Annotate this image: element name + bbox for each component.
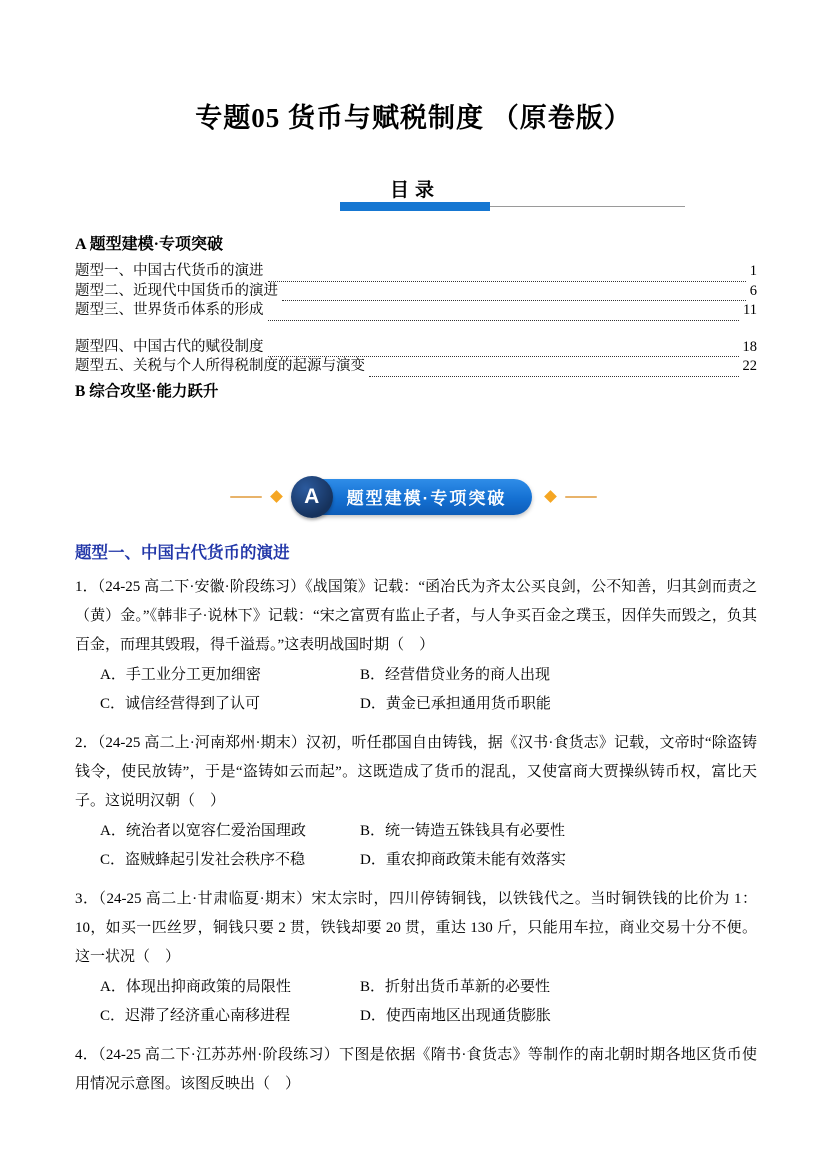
section-banner bbox=[0, 479, 827, 515]
topic-heading: 题型一、中国古代货币的演进 bbox=[75, 542, 290, 562]
question-4 bbox=[75, 1041, 757, 1099]
question-stem: 4．（24-25 高二下·江苏苏州·阶段练习）下图是依据《隋书·食货志》等制作的南北朝时期各地区货币使用情况示意图。该图反映出（ ） bbox=[75, 1046, 757, 1092]
question-1 bbox=[75, 573, 757, 719]
toc-entry-label: 题型四、中国古代的赋役制度 bbox=[75, 338, 264, 355]
toc-entry bbox=[75, 338, 757, 358]
toc-entry-page-number: 1 bbox=[749, 263, 757, 279]
toc-entry-label: 题型二、近现代中国货币的演进 bbox=[75, 282, 278, 299]
toc-entry-label: 题型五、关税与个人所得税制度的起源与演变 bbox=[75, 358, 365, 374]
badge-label: 题型建模·专项突破 bbox=[346, 489, 507, 508]
toc-list bbox=[75, 262, 757, 377]
toc-leader-dots bbox=[282, 286, 746, 301]
option-d: D．黄金已承担通用货币职能 bbox=[360, 695, 551, 712]
question-2 bbox=[75, 729, 757, 875]
question-stem: 1．（24-25 高二下·安徽·阶段练习）《战国策》记载：“函冶氏为齐太公买良剑，公不知善，归其剑而责之（黄）金。”《韩非子·说林下》记载：“宋之富贾有监止子者，与人争买百金之璞玉，因佯失而毁之，负其百金，而理其毁瑕，得千溢焉。”这表明战国时期（ ） bbox=[75, 578, 757, 653]
option-a: A．体现出抑商政策的局限性 bbox=[100, 978, 291, 995]
toc-leader-dots bbox=[268, 267, 746, 282]
option-a: A．手工业分工更加细密 bbox=[100, 666, 261, 683]
toc-entry-page-number: 6 bbox=[749, 282, 757, 299]
toc-heading: 目录 bbox=[389, 180, 440, 201]
badge-letter: A bbox=[304, 484, 320, 508]
question-3 bbox=[75, 885, 757, 1031]
toc-leader-dots bbox=[268, 306, 740, 321]
toc-leader-dots bbox=[369, 362, 739, 377]
toc-section-a-heading: A 题型建模·专项突破 bbox=[75, 236, 224, 253]
toc-leader-dots bbox=[268, 342, 739, 357]
toc-section-b-heading: B 综合攻坚·能力跃升 bbox=[75, 382, 219, 400]
banner-line-right bbox=[565, 496, 597, 498]
toc-entry bbox=[75, 262, 757, 282]
toc-entry-page-number: 18 bbox=[742, 338, 757, 355]
diamond-icon bbox=[544, 490, 557, 503]
question-stem: 2．（24-25 高二上·河南郑州·期末）汉初，听任郡国自由铸钱，据《汉书·食货志》记载，文帝时“除盗铸钱令，使民放铸”，于是“盗铸如云而起”。这既造成了货币的混乱，又使富商大贾操纵铸币权，富比天子。这说明汉朝（ ） bbox=[75, 734, 757, 809]
toc-entry bbox=[75, 282, 757, 302]
toc-entry-label: 题型一、中国古代货币的演进 bbox=[75, 263, 264, 279]
question-options bbox=[100, 973, 757, 1031]
option-c: C．迟滞了经济重心南移进程 bbox=[100, 1007, 291, 1024]
toc-entry bbox=[75, 357, 757, 377]
question-stem: 3．（24-25 高二上·甘肃临夏·期末）宋太宗时，四川停铸铜钱，以铁钱代之。当时铜铁钱的比价为 1：10，如买一匹丝罗，铜钱只要 2 贯，铁钱却要 20 贯，重达 130 斤，只能用车拉，商业交易十分不便。这一状况（ ） bbox=[75, 890, 757, 965]
toc-entry-page-number: 22 bbox=[742, 358, 757, 374]
toc-divider bbox=[340, 177, 685, 211]
option-a: A．统治者以宽容仁爱治国理政 bbox=[100, 822, 306, 839]
option-b: B．统一铸造五铢钱具有必要性 bbox=[360, 822, 566, 839]
question-options bbox=[100, 817, 757, 875]
badge-letter-circle bbox=[291, 476, 333, 518]
option-b: B．经营借贷业务的商人出现 bbox=[360, 666, 551, 683]
option-c: C．盗贼蜂起引发社会秩序不稳 bbox=[100, 851, 306, 868]
document-title: 专题05 货币与赋税制度 （原卷版） bbox=[195, 103, 632, 133]
toc-entry-page-number: 11 bbox=[743, 302, 757, 318]
toc-block bbox=[75, 231, 757, 401]
section-badge bbox=[295, 479, 533, 515]
toc-entry bbox=[75, 301, 757, 321]
question-options bbox=[100, 661, 757, 719]
toc-entry-label: 题型三、世界货币体系的形成 bbox=[75, 302, 264, 318]
banner-line-left bbox=[230, 496, 262, 498]
diamond-icon bbox=[270, 490, 283, 503]
option-d: D．使西南地区出现通货膨胀 bbox=[360, 1007, 551, 1024]
option-c: C．诚信经营得到了认可 bbox=[100, 695, 261, 712]
questions-block bbox=[75, 539, 757, 1099]
option-d: D．重农抑商政策未能有效落实 bbox=[360, 851, 566, 868]
divider-accent-bar bbox=[340, 202, 490, 211]
option-b: B．折射出货币革新的必要性 bbox=[360, 978, 551, 995]
